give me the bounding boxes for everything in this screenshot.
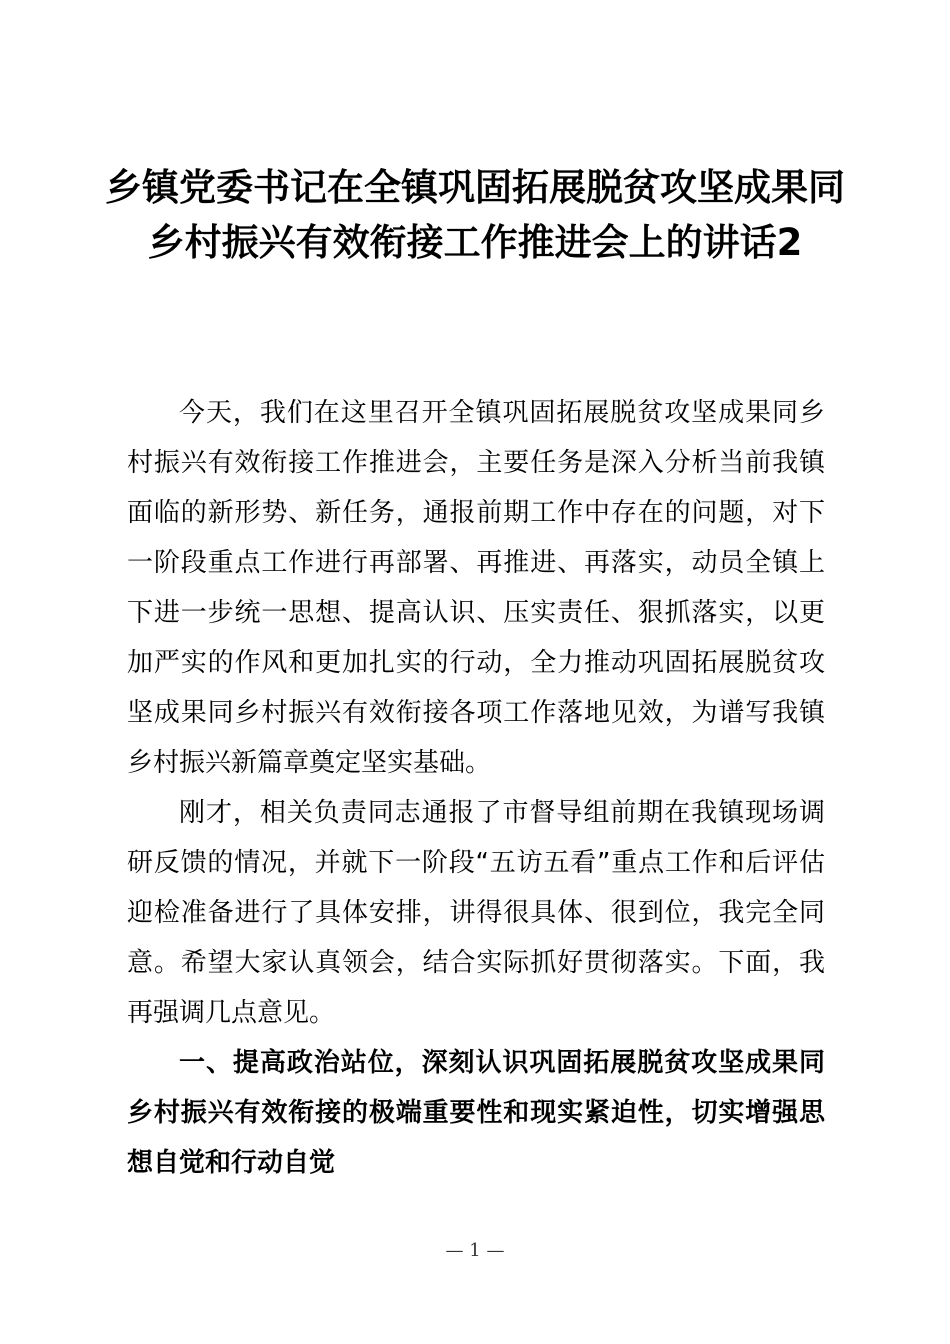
paragraph-intro: 今天，我们在这里召开全镇巩固拓展脱贫攻坚成果同乡村振兴有效衔接工作推进会，主要任务是深入分析当前我镇面临的新形势、新任务，通报前期工作中存在的问题，对下一阶段重点工作进行再部署、再推进、再落实，动员全镇上下进一步统一思想、提高认识、压实责任、狠抓落实，以更加严实的作风和更加扎实的行动，全力推动巩固拓展脱贫攻坚成果同乡村振兴有效衔接各项工作落地见效，为谱写我镇乡村振兴新篇章奠定坚实基础。 [127,398,825,778]
document-title: 乡镇党委书记在全镇巩固拓展脱贫攻坚成果同乡村振兴有效衔接工作推进会上的讲话2 [105,166,845,264]
section-heading: 一、提高政治站位，深刻认识巩固拓展脱贫攻坚成果同乡村振兴有效衔接的极端重要性和现实紧迫性，切实增强思想自觉和行动自觉 [127,1048,825,1178]
document-body [127,388,825,1188]
paragraph-feedback: 刚才，相关负责同志通报了市督导组前期在我镇现场调研反馈的情况，并就下一阶段“五访五看”重点工作和后评估迎检准备进行了具体安排，讲得很具体、很到位，我完全同意。希望大家认真领会，结合实际抓好贯彻落实。下面，我再强调几点意见。 [127,798,825,1028]
page-number: — 1 — [445,1240,505,1261]
